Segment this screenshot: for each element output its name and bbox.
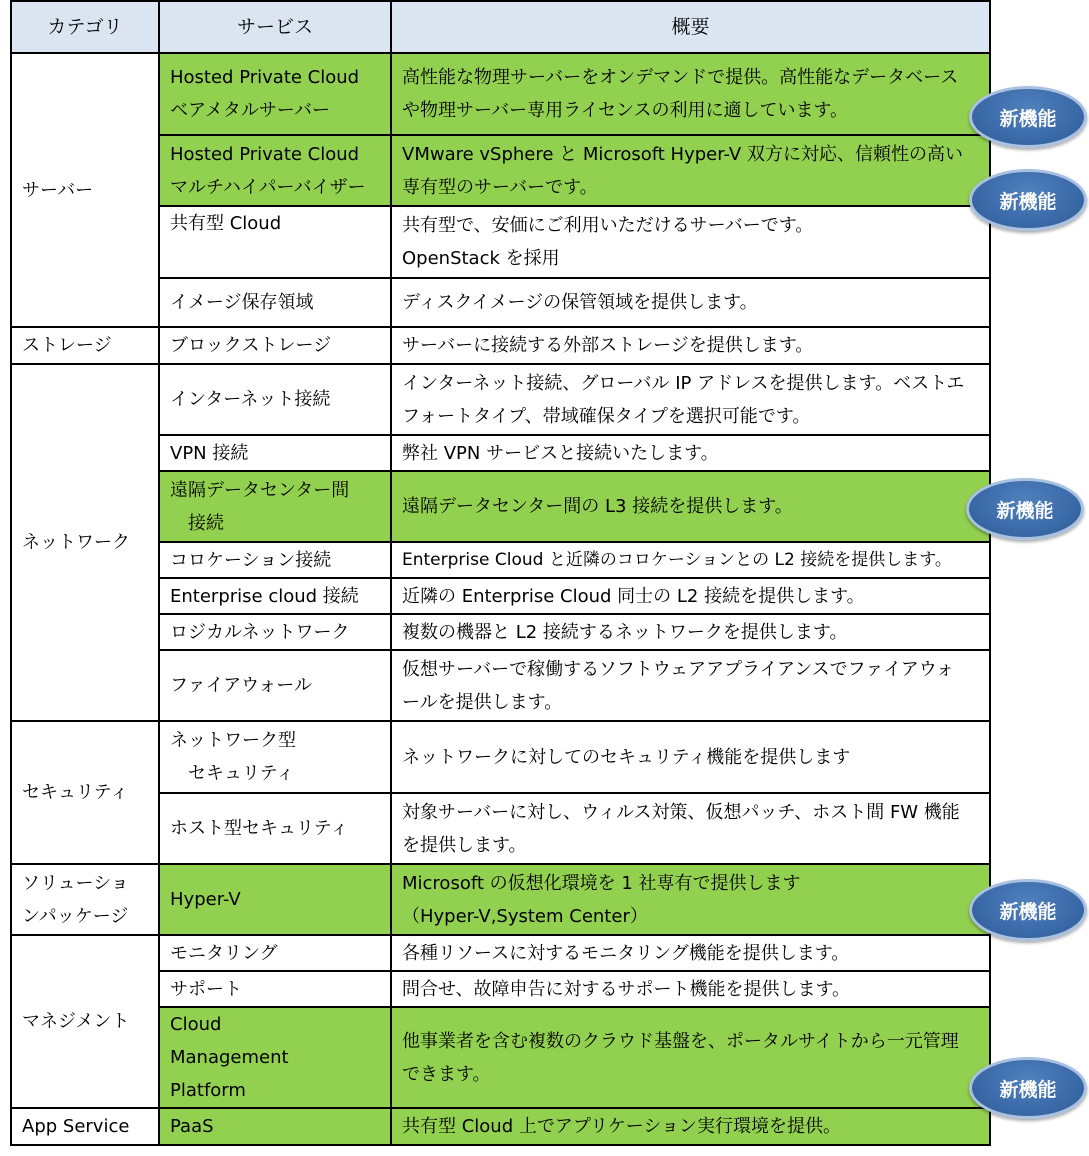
- new-feature-badge: 新機能: [969, 879, 1087, 941]
- category-cell: サーバー: [11, 53, 159, 327]
- summary-cell: 近隣の Enterprise Cloud 同士の L2 接続を提供します。: [391, 578, 990, 614]
- category-cell: ストレージ: [11, 327, 159, 364]
- service-cell: Hosted Private Cloud マルチハイパーバイザー: [159, 135, 391, 206]
- header-service: サービス: [159, 1, 391, 53]
- summary-cell: 対象サーバーに対し、ウィルス対策、仮想パッチ、ホスト間 FW 機能 を提供します。: [391, 793, 990, 864]
- summary-cell: 複数の機器と L2 接続するネットワークを提供します。: [391, 614, 990, 650]
- summary-cell: Enterprise Cloud と近隣のコロケーションとの L2 接続を提供します。: [391, 542, 990, 578]
- new-feature-badge: 新機能: [969, 86, 1087, 148]
- services-table: [10, 0, 991, 1146]
- service-cell: イメージ保存領域: [159, 278, 391, 327]
- service-cell: ブロックストレージ: [159, 327, 391, 364]
- service-cell: インターネット接続: [159, 364, 391, 435]
- summary-cell: 遠隔データセンター間の L3 接続を提供します。: [391, 471, 990, 542]
- service-cell: ネットワーク型 セキュリティ: [159, 721, 391, 793]
- table-row: [11, 1108, 990, 1145]
- summary-cell: 各種リソースに対するモニタリング機能を提供します。: [391, 935, 990, 971]
- summary-cell: インターネット接続、グローバル IP アドレスを提供します。ベストエ フォートタイプ、帯域確保タイプを選択可能です。: [391, 364, 990, 435]
- header-category: カテゴリ: [11, 1, 159, 53]
- table-row: [11, 364, 990, 435]
- service-cell: ロジカルネットワーク: [159, 614, 391, 650]
- service-cell: Hyper-V: [159, 864, 391, 935]
- service-cell: サポート: [159, 971, 391, 1007]
- summary-cell: 弊社 VPN サービスと接続いたします。: [391, 435, 990, 471]
- service-cell: コロケーション接続: [159, 542, 391, 578]
- service-cell: 共有型 Cloud: [159, 206, 391, 278]
- new-feature-badge: 新機能: [969, 1057, 1087, 1119]
- header-summary: 概要: [391, 1, 990, 53]
- service-cell: モニタリング: [159, 935, 391, 971]
- summary-cell: サーバーに接続する外部ストレージを提供します。: [391, 327, 990, 364]
- summary-cell: 共有型で、安価にご利用いただけるサーバーです。 OpenStack を採用: [391, 206, 990, 278]
- category-cell: ネットワーク: [11, 364, 159, 721]
- header-row: [11, 1, 990, 53]
- category-cell: マネジメント: [11, 935, 159, 1108]
- service-cell: 遠隔データセンター間 接続: [159, 471, 391, 542]
- category-cell: セキュリティ: [11, 721, 159, 864]
- service-cell: ファイアウォール: [159, 650, 391, 721]
- category-cell: ソリューショ ンパッケージ: [11, 864, 159, 935]
- summary-cell: 仮想サーバーで稼働するソフトウェアアプライアンスでファイアウォ ールを提供します。: [391, 650, 990, 721]
- table-row: [11, 721, 990, 793]
- new-feature-badge: 新機能: [966, 478, 1084, 540]
- table-row: [11, 53, 990, 135]
- service-cell: PaaS: [159, 1108, 391, 1145]
- category-cell: App Service: [11, 1108, 159, 1145]
- summary-cell: 高性能な物理サーバーをオンデマンドで提供。高性能なデータベース や物理サーバー専用ライセンスの利用に適しています。: [391, 53, 990, 135]
- service-cell: Enterprise cloud 接続: [159, 578, 391, 614]
- summary-cell: VMware vSphere と Microsoft Hyper-V 双方に対応、信頼性の高い 専有型のサーバーです。: [391, 135, 990, 206]
- service-cell: ホスト型セキュリティ: [159, 793, 391, 864]
- table-row: [11, 864, 990, 935]
- summary-cell: ディスクイメージの保管領域を提供します。: [391, 278, 990, 327]
- summary-cell: 問合せ、故障申告に対するサポート機能を提供します。: [391, 971, 990, 1007]
- service-cell: Cloud Management Platform: [159, 1007, 391, 1108]
- new-feature-badge: 新機能: [969, 169, 1087, 231]
- table-row: [11, 327, 990, 364]
- service-cell: Hosted Private Cloud ベアメタルサーバー: [159, 53, 391, 135]
- summary-cell: 共有型 Cloud 上でアプリケーション実行環境を提供。: [391, 1108, 990, 1145]
- summary-cell: 他事業者を含む複数のクラウド基盤を、ポータルサイトから一元管理 できます。: [391, 1007, 990, 1108]
- service-cell: VPN 接続: [159, 435, 391, 471]
- table-row: [11, 935, 990, 971]
- summary-cell: Microsoft の仮想化環境を 1 社専有で提供します （Hyper-V,System Center）: [391, 864, 990, 935]
- summary-cell: ネットワークに対してのセキュリティ機能を提供します: [391, 721, 990, 793]
